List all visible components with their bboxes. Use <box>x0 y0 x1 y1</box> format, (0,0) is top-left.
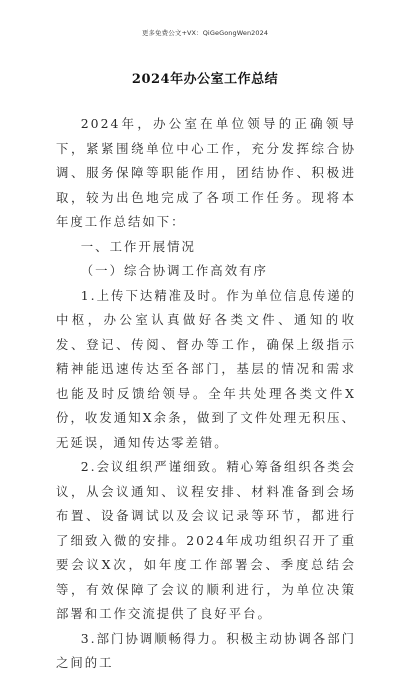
paragraph-intro: 2024年，办公室在单位领导的正确领导下，紧紧围绕单位中心工作，充分发挥综合协调、服务保障等职能作用，团结协作、积极进取，较为出色地完成了各项工作任务。现将本年度工作总结如下： <box>56 116 356 229</box>
document-title: 2024年办公室工作总结 <box>131 72 279 87</box>
subsection-heading: （一）综合协调工作高效有序 <box>80 263 268 278</box>
document-body <box>56 112 356 676</box>
header-note: 更多免费公文+VX：QiGeGongWen2024 <box>141 29 269 37</box>
section-heading: 一、工作开展情况 <box>80 238 196 254</box>
paragraph-item-3: 3.部门协调顺畅得力。积极主动协调各部门之间的工 <box>56 630 356 670</box>
paragraph-item-2: 2.会议组织严谨细致。精心筹备组织各类会议，从会议通知、议程安排、材料准备到会场布置、设备调试以及会议记录等环节，都进行了细致入微的安排。2024年成功组织召开了重要会议X次，如年度工作部署会、季度总结会等，有效保障了会议的顺利进行，为单位决策部署和工作交流提供了良好平台。 <box>56 459 356 621</box>
paragraph-item-1: 1.上传下达精准及时。作为单位信息传递的中枢，办公室认真做好各类文件、通知的收发、登记、传阅、督办等工作，确保上级指示精神能迅速传达至各部门，基层的情况和需求也能及时反馈给领导。全年共处理各类文件X份，收发通知X余条，做到了文件处理无积压、无延误，通知传达零差错。 <box>56 287 356 450</box>
